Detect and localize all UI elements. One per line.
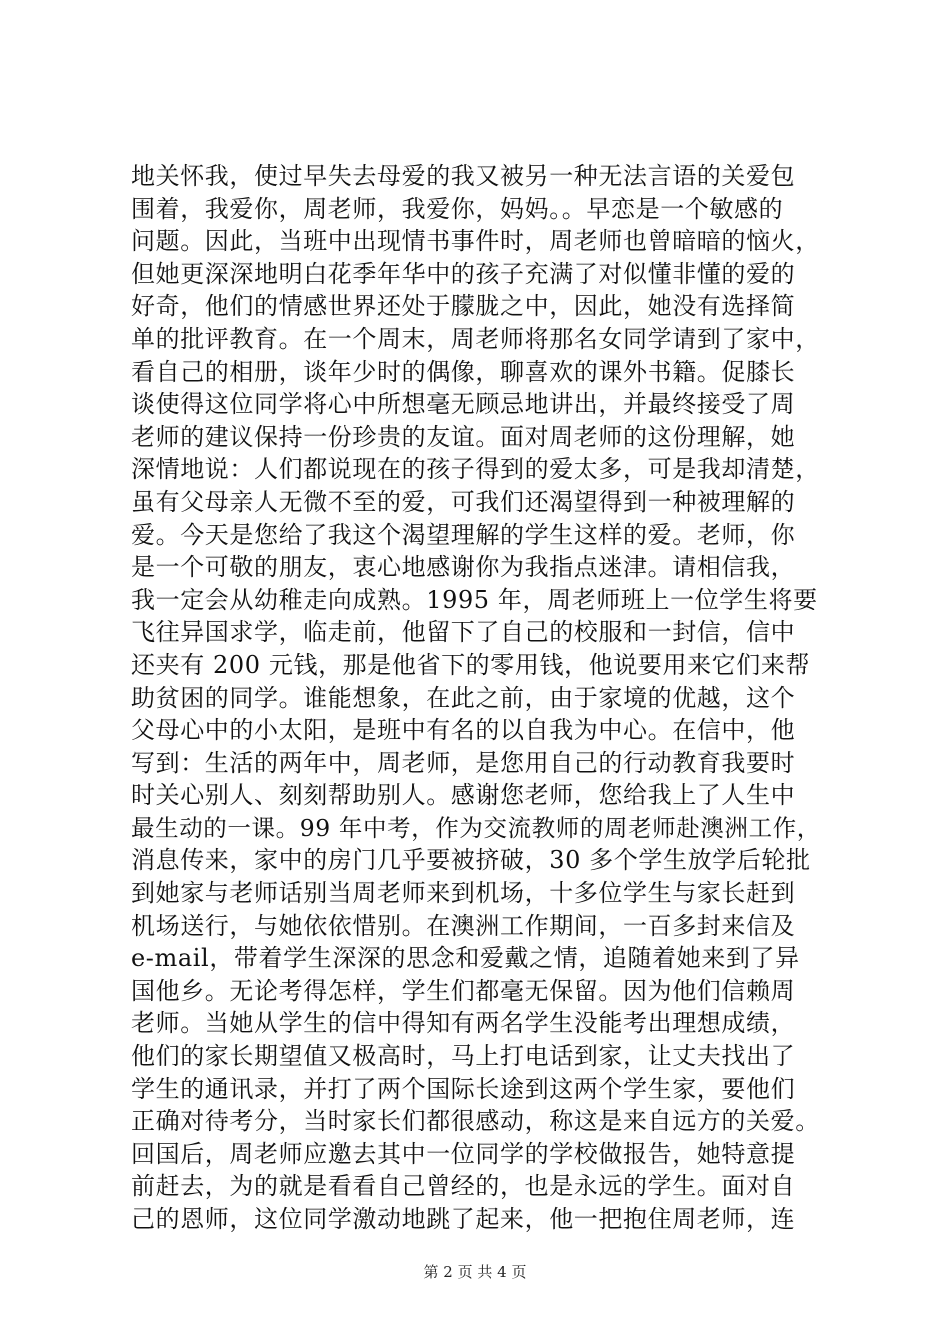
- text-line: 国他乡。无论考得怎样，学生们都毫无保留。因为他们信赖周: [131, 976, 796, 1005]
- text-line: 好奇，他们的情感世界还处于朦胧之中，因此，她没有选择简: [131, 292, 796, 321]
- text-line: 父母心中的小太阳，是班中有名的以自我为中心。在信中，他: [131, 716, 796, 745]
- text-line: 时关心别人、刻刻帮助别人。感谢您老师，您给我上了人生中: [131, 781, 796, 810]
- text-line: 助贫困的同学。谁能想象，在此之前，由于家境的优越，这个: [131, 683, 796, 712]
- body-text: [131, 160, 831, 1236]
- page-footer: 第 2 页 共 4 页: [423, 1263, 527, 1281]
- text-line: 老师的建议保持一份珍贵的友谊。面对周老师的这份理解，她: [131, 422, 796, 451]
- text-line: 机场送行，与她依依惜别。在澳洲工作期间，一百多封来信及: [131, 911, 796, 940]
- text-line: 学生的通讯录，并打了两个国际长途到这两个学生家，要他们: [131, 1074, 796, 1103]
- text-line: 回国后，周老师应邀去其中一位同学的学校做报告，她特意提: [131, 1139, 796, 1168]
- text-line: 最生动的一课。99 年中考，作为交流教师的周老师赴澳洲工作，: [131, 813, 821, 842]
- text-line: 写到：生活的两年中，周老师，是您用自己的行动教育我要时: [131, 748, 796, 777]
- text-line: 虽有父母亲人无微不至的爱，可我们还渴望得到一种被理解的: [131, 487, 796, 516]
- text-line: 但她更深深地明白花季年华中的孩子充满了对似懂非懂的爱的: [131, 259, 796, 288]
- text-line: 还夹有 200 元钱，那是他省下的零用钱，他说要用来它们来帮: [131, 650, 811, 679]
- text-line: 他们的家长期望值又极高时，马上打电话到家，让丈夫找出了: [131, 1042, 796, 1071]
- text-line: 正确对待考分，当时家长们都很感动，称这是来自远方的关爱。: [131, 1107, 820, 1136]
- text-line: e-mail，带着学生深深的思念和爱戴之情，追随着她来到了异: [131, 944, 800, 973]
- text-line: 问题。因此，当班中出现情书事件时，周老师也曾暗暗的恼火，: [131, 227, 820, 256]
- text-line: 消息传来，家中的房门几乎要被挤破，30 多个学生放学后轮批: [131, 846, 811, 875]
- text-line: 老师。当她从学生的信中得知有两名学生没能考出理想成绩，: [131, 1009, 796, 1038]
- text-line: 地关怀我，使过早失去母爱的我又被另一种无法言语的关爱包: [131, 162, 796, 190]
- text-line: 看自己的相册，谈年少时的偶像，聊喜欢的课外书籍。促膝长: [131, 357, 796, 386]
- text-line: 己的恩师，这位同学激动地跳了起来，他一把抱住周老师，连: [131, 1205, 796, 1233]
- text-line: 深情地说：人们都说现在的孩子得到的爱太多，可是我却清楚，: [131, 455, 820, 484]
- text-line: 前赶去，为的就是看看自己曾经的，也是永远的学生。面对自: [131, 1172, 796, 1201]
- text-line: 是一个可敬的朋友，衷心地感谢你为我指点迷津。请相信我，: [131, 553, 796, 582]
- text-line: 到她家与老师话别当周老师来到机场，十多位学生与家长赶到: [131, 879, 796, 908]
- text-line: 单的批评教育。在一个周末，周老师将那名女同学请到了家中，: [131, 324, 820, 353]
- text-line: 爱。今天是您给了我这个渴望理解的学生这样的爱。老师，你: [131, 520, 796, 549]
- text-line: 谈使得这位同学将心中所想毫无顾忌地讲出，并最终接受了周: [131, 390, 796, 419]
- text-line: 围着，我爱你，周老师，我爱你，妈妈。。早恋是一个敏感的: [131, 194, 784, 223]
- text-line: 飞往异国求学，临走前，他留下了自己的校服和一封信，信中: [131, 618, 796, 647]
- text-line: 我一定会从幼稚走向成熟。1995 年，周老师班上一位学生将要: [131, 585, 818, 614]
